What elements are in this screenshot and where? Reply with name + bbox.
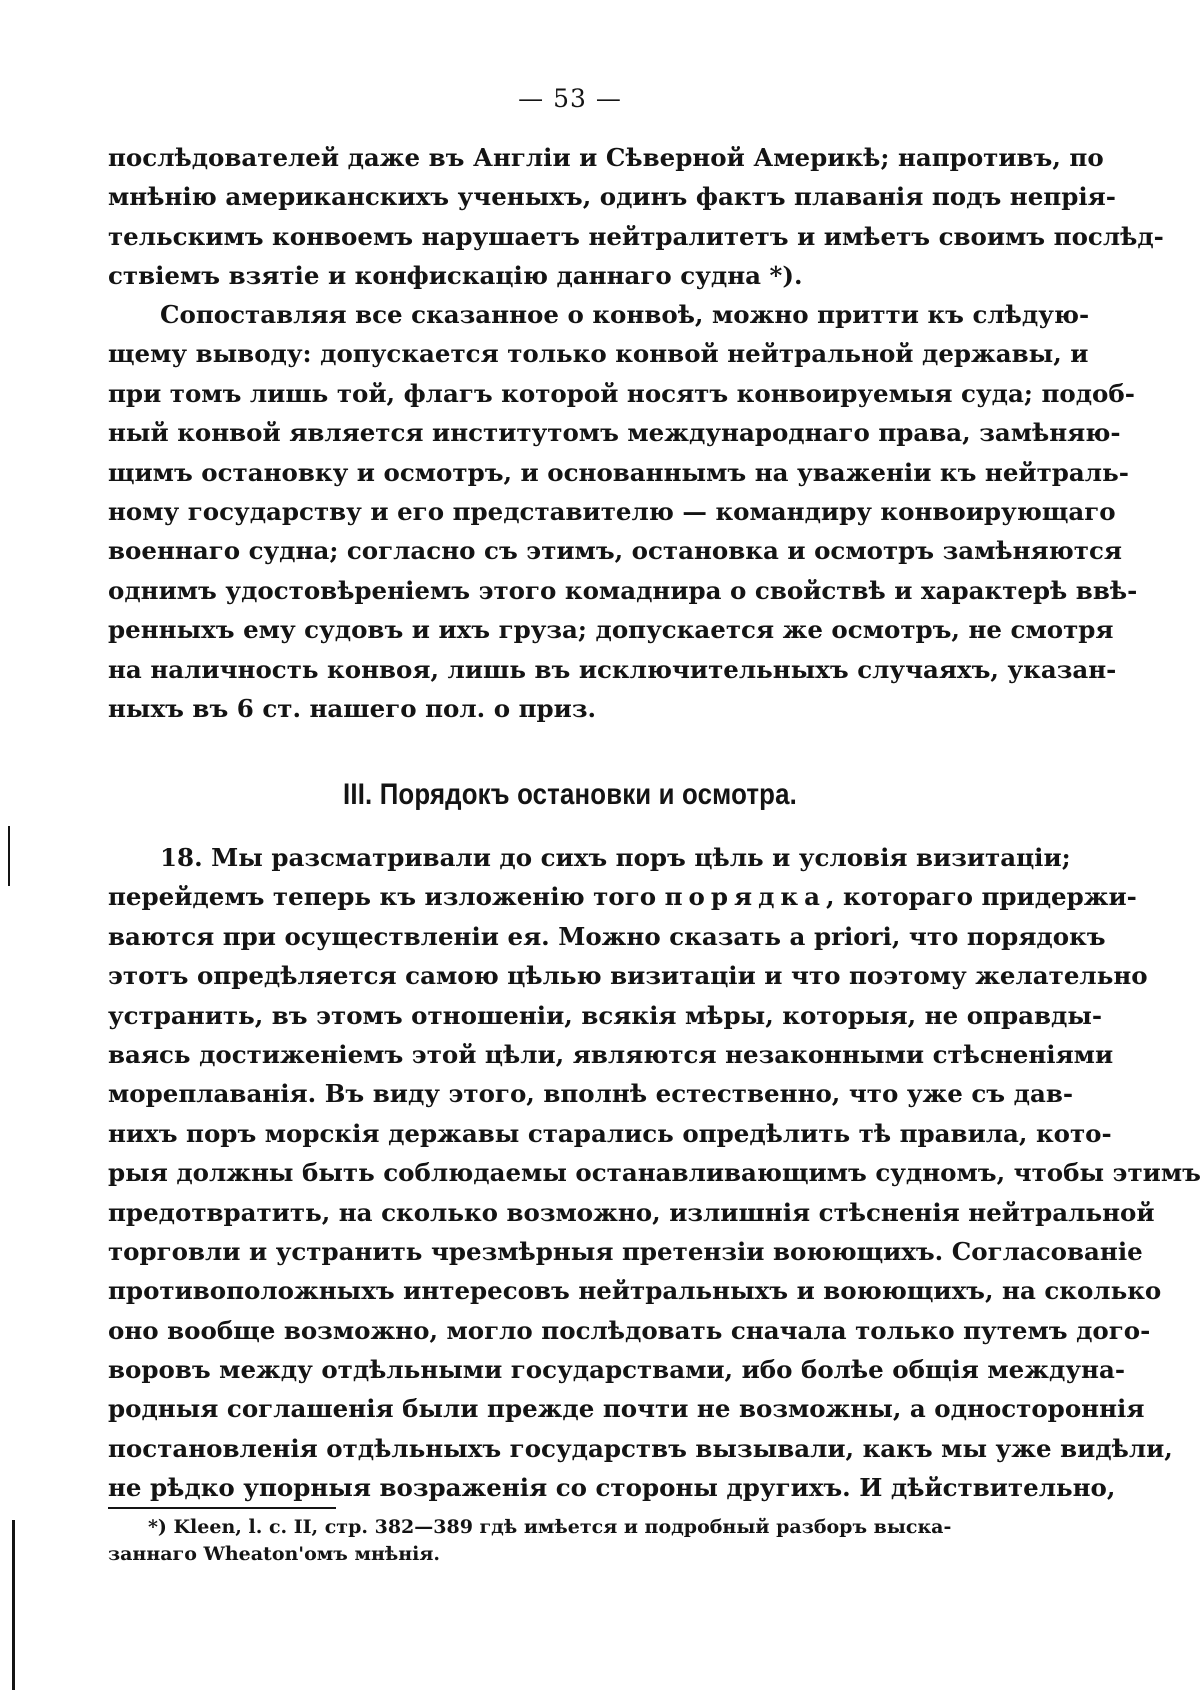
text-line: ваются при осуществленіи ея. Можно сказать a priori, что порядокъ — [108, 921, 1106, 951]
text-line: однимъ удостовѣреніемъ этого комаднира о свойствѣ и характерѣ ввѣ- — [108, 575, 1138, 605]
emphasized-word: порядка — [664, 882, 826, 912]
text-line: ренныхъ ему судовъ и ихъ груза; допускается же осмотръ, не смотря — [108, 615, 1114, 645]
text-line: ному государству и его представителю — командиру конвоирующаго — [108, 496, 1116, 526]
text-line: предотвратить, на сколько возможно, излишнія стѣсненія нейтральной — [108, 1197, 1155, 1227]
text-line: воровъ между отдѣльными государствами, ибо болѣе общія междуна- — [108, 1355, 1126, 1385]
footnote — [108, 1514, 1012, 1568]
text-line: послѣдователей даже въ Англіи и Сѣверной Америкѣ; напротивъ, по — [108, 143, 1104, 172]
text-fragment: , котораго придержи- — [825, 882, 1137, 912]
paragraph-convoy-conclusion — [108, 295, 1138, 728]
text-line: 18. Мы разсматривали до сихъ поръ цѣль и условія визитаціи; — [160, 843, 1071, 872]
text-line: при томъ лишь той, флагъ которой носятъ конвоируемыя суда; подоб- — [108, 378, 1135, 408]
text-line: мореплаванія. Въ виду этого, вполнѣ естественно, что уже съ дав- — [108, 1079, 1074, 1109]
text-fragment: перейдемъ теперь къ изложенію того — [108, 882, 665, 912]
text-line: Сопоставляя все сказанное о конвоѣ, можно притти къ слѣдую- — [160, 300, 1090, 329]
text-line: родныя соглашенія были прежде почти не возможны, а одностороннія — [108, 1394, 1145, 1424]
text-line: тельскимъ конвоемъ нарушаетъ нейтралитетъ и имѣетъ своимъ послѣд- — [108, 221, 1164, 251]
text-line: щимъ остановку и осмотръ, и основаннымъ на уваженіи къ нейтраль- — [108, 457, 1129, 487]
footnote-divider — [108, 1507, 336, 1509]
text-line: ваясь достиженіемъ этой цѣли, являются незаконными стѣсненіями — [108, 1039, 1114, 1069]
text-line: торговли и устранить чрезмѣрныя претензіи воюющихъ. Согласованіе — [108, 1236, 1143, 1266]
scan-margin-mark — [12, 1520, 15, 1690]
paragraph-18 — [108, 838, 1201, 1508]
footnote-line: *) Kleen, l. c. II, стр. 382—389 гдѣ имѣется и подробный разборъ выска- — [148, 1516, 952, 1538]
paragraph-continued — [108, 138, 1164, 296]
text-line: этотъ опредѣляется самою цѣлью визитаціи и что поэтому желательно — [108, 961, 1148, 991]
text-line: на наличность конвоя, лишь въ исключительныхъ случаяхъ, указан- — [108, 654, 1117, 684]
scan-margin-mark — [8, 826, 10, 886]
text-line: военнаго судна; согласно съ этимъ, остановка и осмотръ замѣняются — [108, 536, 1122, 566]
text-line: щему выводу: допускается только конвой нейтральной державы, и — [108, 339, 1089, 369]
text-line: нихъ поръ морскія державы старались опредѣлить тѣ правила, кото- — [108, 1118, 1112, 1148]
text-line: оно вообще возможно, могло послѣдовать сначала только путемъ дого- — [108, 1315, 1151, 1345]
text-line: мнѣнію американскихъ ученыхъ, одинъ фактъ плаванія подъ непрія- — [108, 182, 1116, 212]
text-line: постановленія отдѣльныхъ государствъ вызывали, какъ мы уже видѣли, — [108, 1433, 1173, 1463]
text-line: устранить, въ этомъ отношеніи, всякія мѣры, которыя, не оправды- — [108, 1000, 1103, 1030]
text-line: ствіемъ взятіе и конфискацію даннаго судна *). — [108, 261, 803, 291]
text-line: противоположныхъ интересовъ нейтральныхъ и воюющихъ, на сколько — [108, 1276, 1162, 1306]
section-heading: III. Порядокъ остановки и осмотра. — [343, 778, 797, 811]
text-line: ный конвой является институтомъ международнаго права, замѣняю- — [108, 418, 1121, 448]
footnote-line: заннаго Wheaton'омъ мнѣнія. — [108, 1543, 441, 1565]
text-line — [108, 877, 1137, 916]
text-line: не рѣдко упорныя возраженія со стороны другихъ. И дѣйствительно, — [108, 1473, 1116, 1503]
page-number: — 53 — — [518, 84, 622, 113]
text-line: ныхъ въ 6 ст. нашего пол. о приз. — [108, 693, 596, 723]
text-line: рыя должны быть соблюдаемы останавливающимъ судномъ, чтобы этимъ — [108, 1158, 1201, 1188]
